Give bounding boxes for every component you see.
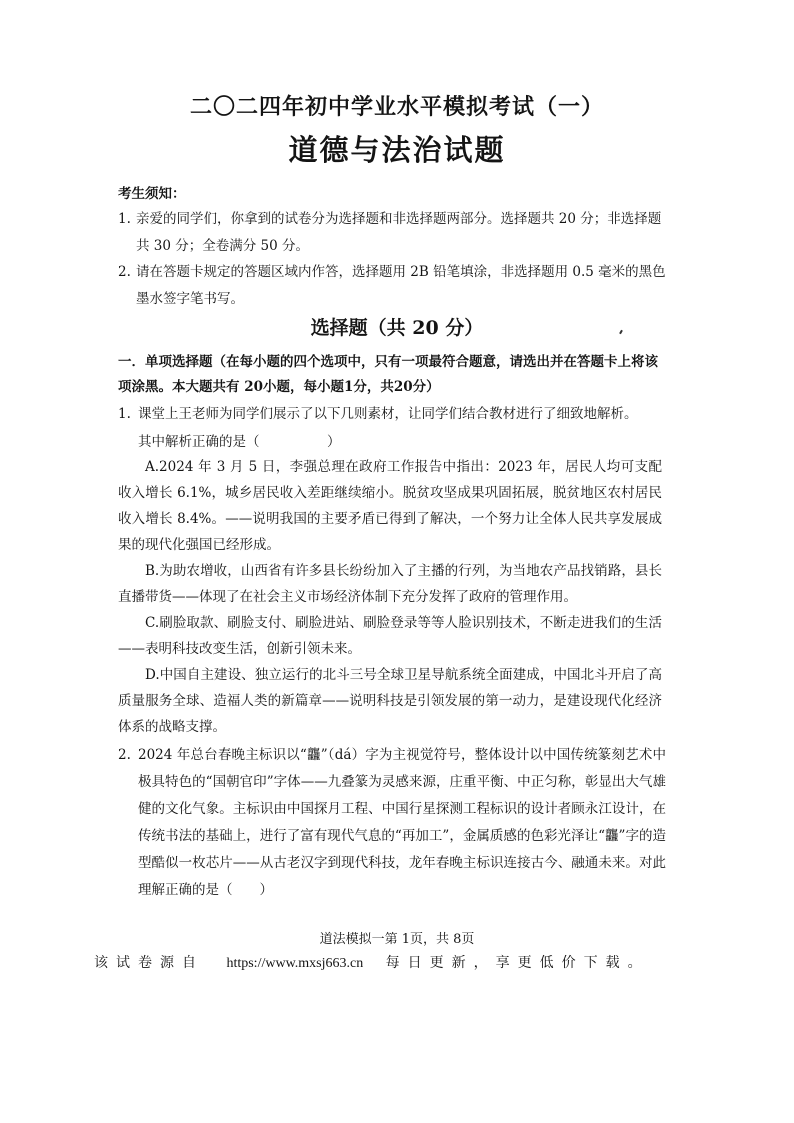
section-title: 选择题（共 20 分） [310,317,484,339]
option-text: 为助农增收，山西省有许多县长纷纷加入了主播的行列，为当地农产品找销路，县长直播带货——体现了在社会主义市场经济体制下充分发挥了政府的管理作用。 [118,563,662,605]
page-number-footer: 道法模拟一第 1页，共 8页 [319,932,475,947]
option-label: A. [145,459,160,475]
question-number: 2. [118,747,131,763]
notice-item-number: 2. [118,264,131,280]
source-footer [94,952,694,972]
subject-title: 道德与法治试题 [288,133,506,167]
notice-heading: 考生须知： [118,186,186,202]
question-stem-line-1: 课堂上王老师为同学们展示了以下几则素材，让同学们结合教材进行了细致地解析。 [138,406,638,422]
notice-item-text: 亲爱的同学们，你拿到的试卷分为选择题和非选择题两部分。选择题共 20 分；非选择题共 30 分；全卷满分 50 分。 [136,211,662,254]
option-label: B. [145,563,160,579]
part-heading: 一．单项选择题（在每小题的四个选项中，只有一项最符合题意，请选出并在答题卡上将该项涂黑。本大题共有 20小题，每小题1分，共20分） [118,354,658,395]
source-url-link[interactable]: https://www.mxsj663.cn [226,956,364,971]
option-d [118,662,662,740]
notice-item-number: 1. [118,211,131,227]
question-number: 1. [118,406,131,422]
option-b [118,558,662,610]
option-text: 中国自主建设、独立运行的北斗三号全球卫星导航系统全面建成，中国北斗开启了高质量服务全球、造福人类的新篇章——说明科技是引领发展的第一动力，是建设现代化经济体系的战略支撑。 [118,667,662,735]
option-a [118,454,662,558]
option-text: 2024 年 3 月 5 日，李强总理在政府工作报告中指出：2023 年，居民人均可支配收入增长 6.1%，城乡居民收入差距继续缩小。脱贫攻坚成果巩固拓展，脱贫地区农村居民收入增长 8.4%。——说明我国的主要矛盾已得到了解决，一个努力让全体人民共享发展成果的现代化强国已经形成。 [118,459,662,553]
option-c [118,610,662,662]
option-label: D. [145,667,160,683]
option-label: C. [145,615,160,631]
source-suffix: 每日更新，享更低价下载。 [385,955,650,971]
option-text: 刷脸取款、刷脸支付、刷脸进站、刷脸登录等等人脸识别技术，不断走进我们的生活——表明科技改变生活，创新引领未来。 [118,615,662,657]
source-prefix: 该试卷源自 [94,955,204,971]
question-2-text: 2024 年总台春晚主标识以“龘”（dá）字为主视觉符号，整体设计以中国传统篆刻艺术中极具特色的“国朝官印”字体——九叠篆为灵感来源，庄重平衡、中正匀称，彰显出大气雄健的文化气象。主标识由中国探月工程、中国行星探测工程标识的设计者顾永江设计，在传统书法的基础上，进行了富有现代气息的“再加工”，金属质感的色彩光泽让“龘”字的造型酷似一枚芯片——从古老汉字到现代科技，龙年春晚主标识连接古今、融通未来。对此理解正确的是（ ） [138,747,666,898]
question-stem-line-2: 其中解析正确的是（ ） [138,434,341,450]
notice-item-text: 请在答题卡规定的答题区域内作答，选择题用 2B 铅笔填涂，非选择题用 0.5 毫米的黑色墨水签字笔书写。 [136,264,666,307]
exam-title: 二〇二四年初中学业水平模拟考试（一） [189,94,604,120]
